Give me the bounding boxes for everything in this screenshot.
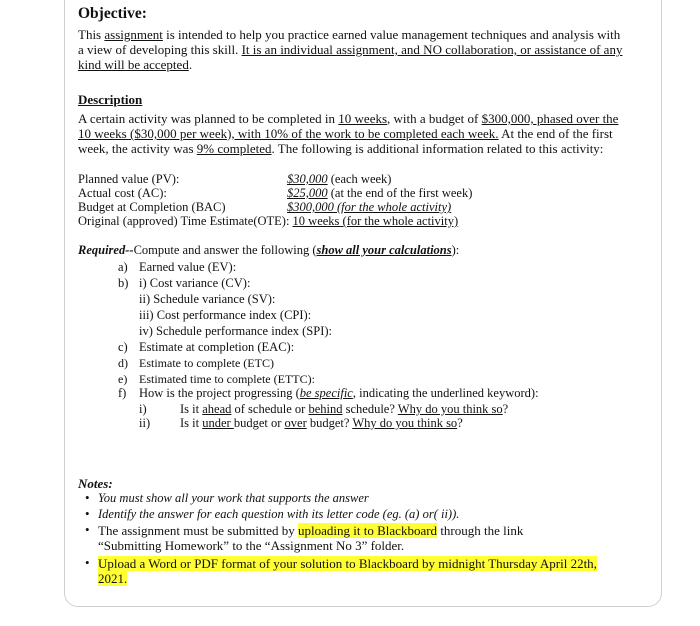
description-line-2: 10 weeks ($30,000 per week), with 10% of the work to be completed each week. At the end of the first (78, 126, 613, 141)
info-pv-value: $30,000 (each week) (287, 172, 392, 186)
note-2: Identify the answer for each question with its letter code (eg. (a) or( ii)). (98, 507, 460, 521)
info-ac-label: Actual cost (AC): (78, 186, 167, 200)
info-ote: Original (approved) Time Estimate(OTE): 10 weeks (for the whole activity) (78, 214, 459, 228)
item-b-i-text: i) Cost variance (CV): (139, 276, 251, 290)
note-3-line-2: “Submitting Homework” to the “Assignment No 3” folder. (98, 538, 405, 553)
description-line-1: A certain activity was planned to be completed in 10 weeks, with a budget of $300,000, phased over the (78, 111, 619, 126)
note-4-line-1: Upload a Word or PDF format of your solution to Blackboard by midnight Thursday April 22th, (98, 556, 597, 571)
info-ac-value: $25,000 (at the end of the first week) (287, 186, 473, 200)
objective-line-3: kind will be accepted. (78, 57, 193, 72)
item-d-text: Estimate to complete (ETC) (139, 356, 274, 370)
objective-line-2: a view of developing this skill. It is an individual assignment, and NO collaboration, or assistance of any (78, 42, 623, 57)
item-b-iv-text: iv) Schedule performance index (SPI): (139, 324, 332, 338)
item-f-text: How is the project progressing (be specific, indicating the underlined keyword): (139, 386, 539, 400)
item-c-text: Estimate at completion (EAC): (139, 340, 295, 354)
item-f-marker: f) (118, 386, 127, 400)
note-4-line-2: 2021. (98, 571, 128, 586)
item-f-ii-text: Is it under budget or over budget? Why do you think so? (180, 416, 463, 430)
objective-line-1: This assignment is intended to help you practice earned value management techniques and analysis with (78, 27, 621, 42)
item-b-iii-text: iii) Cost performance index (CPI): (139, 308, 312, 322)
bullet-dot: • (85, 555, 90, 570)
item-f-ii-marker: ii) (139, 416, 151, 430)
item-f-i-marker: i) (139, 402, 147, 416)
item-e-marker: e) (118, 372, 128, 386)
item-f-i-text: Is it ahead of schedule or behind schedule? Why do you think so? (180, 402, 509, 416)
description-heading: Description (78, 92, 143, 107)
note-1: You must show all your work that supports the answer (98, 491, 369, 505)
description-line-3: week, the activity was 9% completed. The following is additional information related to this activity: (78, 141, 604, 156)
bullet-dot: • (85, 490, 90, 505)
item-b-ii-text: ii) Schedule variance (SV): (139, 292, 276, 306)
objective-heading: Objective: (78, 5, 147, 22)
info-bac-label: Budget at Completion (BAC) (78, 200, 226, 214)
item-c-marker: c) (118, 340, 128, 354)
item-d-marker: d) (118, 356, 128, 370)
note-3-line-1: The assignment must be submitted by uploading it to Blackboard through the link (98, 523, 524, 538)
bullet-dot: • (85, 506, 90, 521)
bullet-dot: • (85, 522, 90, 537)
item-b-marker: b) (118, 276, 129, 290)
info-pv-label: Planned value (PV): (78, 172, 180, 186)
item-a-marker: a) (118, 260, 128, 274)
required-heading: Required--Compute and answer the following (show all your calculations): (78, 243, 460, 257)
item-e-text: Estimated time to complete (ETTC): (139, 372, 315, 386)
notes-heading: Notes: (78, 476, 113, 491)
item-a-text: Earned value (EV): (139, 260, 237, 274)
info-bac-value: $300,000 (for the whole activity) (287, 200, 452, 214)
